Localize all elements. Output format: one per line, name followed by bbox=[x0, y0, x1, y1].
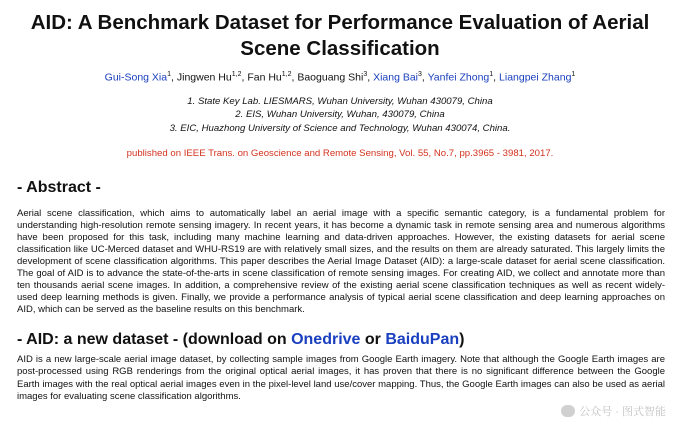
abstract-heading: - Abstract - bbox=[17, 179, 101, 196]
affiliation-1: 1. State Key Lab. LIESMARS, Wuhan University, Wuhan 430079, China bbox=[187, 95, 493, 107]
author-name[interactable]: Liangpei Zhang bbox=[499, 71, 572, 84]
author-name[interactable]: Gui-Song Xia bbox=[104, 71, 168, 84]
watermark-text: 公众号 · 图式智能 bbox=[579, 406, 666, 418]
dataset-text: AID is a new large-scale aerial image dataset, by collecting sample images from Google Earth imagery. Note that although the Google Earth images are post-processed using RGB renderings from the original optical aerial images, it has proven that there is no significant difference between the Google Earth images with the real optical aerial images even in the pixel-level land use/cover mapping. Thus, the Google Earth images can also be used as aerial images for evaluating scene classification algorithms. bbox=[17, 354, 665, 402]
page-title: AID: A Benchmark Dataset for Performance Evaluation of Aerial Scene Classification bbox=[30, 11, 650, 60]
author-name[interactable]: Yanfei Zhong bbox=[427, 71, 490, 84]
affiliation-3: 3. EIC, Huazhong University of Science and Technology, Wuhan 430074, China. bbox=[169, 122, 511, 134]
author-affiliation-mark: 1 bbox=[489, 71, 494, 78]
dataset-heading-prefix: - AID: a new dataset - (download on bbox=[17, 331, 292, 349]
wechat-icon bbox=[561, 405, 575, 417]
author-affiliation-mark: 3 bbox=[363, 71, 368, 78]
dataset-heading-mid: or bbox=[360, 331, 386, 349]
author-affiliation-mark: 1 bbox=[167, 71, 172, 78]
author-affiliation-mark: 1,2 bbox=[281, 71, 292, 78]
dataset-heading bbox=[0, 331, 680, 349]
dataset-heading-suffix: ) bbox=[459, 331, 465, 349]
abstract-text: Aerial scene classification, which aims to automatically label an aerial image with a specific semantic category, is a fundamental problem for understanding high-resolution remote sensing imagery. In recent years, it has become a dynamic task in remote sensing area and numerous algorithms have been proposed for this task, including many machine learning and data-driven approaches. However, the existing datasets for aerial scene classification like UC-Merced dataset and WHU-RS19 are with relatively small sizes, and the results on them are already saturated. This largely limits the development of scene classification algorithms. This paper describes the Aerial Image Dataset (AID): a large-scale dataset for aerial scene classification. The goal of AID is to advance the state-of-the-arts in scene classification of remote sensing images. For creating AID, we collect and annotate more than ten thousands aerial scene images. In addition, a comprehensive review of the existing aerial scene classification techniques as well as recent widely-used deep learning methods is given. Finally, we provide a performance analysis of typical aerial scene classification and deep learning approaches on AID, which can be served as the baseline results on this benchmark. bbox=[17, 208, 665, 316]
author-list: Gui-Song Xia$^1$, Jingwen Hu$^{1,2}$, Fan Hu$^{1,2}$, Baoguang Shi$^3$, Xiang Bai$^3$, Yanfei Zhong$^1$, Liangpei Zhang$^1$ bbox=[104, 71, 576, 84]
affiliation-list bbox=[0, 95, 680, 136]
baidupan-link[interactable]: BaiduPan bbox=[385, 331, 460, 349]
author-affiliation-mark: 1 bbox=[571, 71, 576, 78]
author-name[interactable]: Xiang Bai bbox=[373, 71, 419, 84]
author-affiliation-mark: 3 bbox=[418, 71, 422, 78]
author-name: Baoguang Shi bbox=[297, 71, 364, 84]
author-name: Fan Hu bbox=[247, 71, 282, 84]
page bbox=[0, 10, 680, 418]
author-name: Jingwen Hu bbox=[176, 71, 232, 84]
author-affiliation-mark: 1,2 bbox=[231, 71, 242, 78]
affiliation-2: 2. EIS, Wuhan University, Wuhan, 430079, China bbox=[235, 109, 445, 120]
watermark bbox=[561, 403, 666, 419]
onedrive-link[interactable]: Onedrive bbox=[291, 331, 361, 349]
publication-info: published on IEEE Trans. on Geoscience and Remote Sensing, Vol. 55, No.7, pp.3965 - 3981, 2017. bbox=[126, 148, 554, 159]
